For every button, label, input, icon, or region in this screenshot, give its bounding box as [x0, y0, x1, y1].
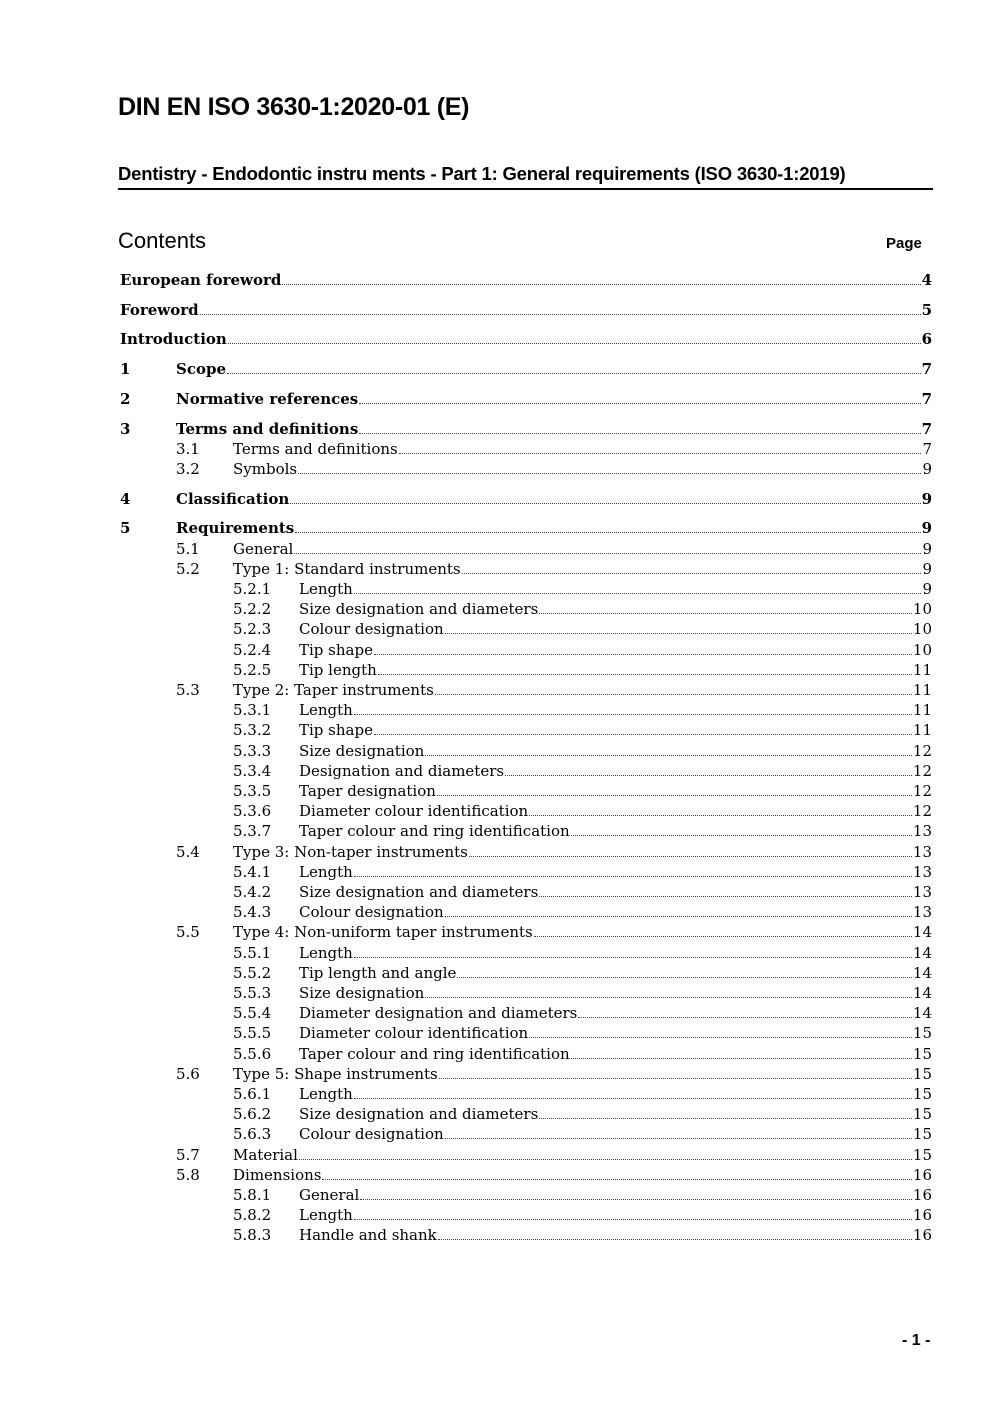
toc-entry-page: 10 [912, 620, 932, 639]
toc-entry-title: Size designation and diameters [299, 1105, 539, 1124]
toc-entry-page: 13 [912, 882, 932, 901]
toc-entry-page: 11 [912, 721, 932, 740]
toc-entry[interactable] [0, 439, 932, 459]
dot-leader [354, 1085, 912, 1099]
toc-entry-number: 5.2.4 [233, 640, 272, 659]
toc-entry[interactable] [0, 1145, 932, 1165]
toc-entry-title: Taper colour and ring identification [299, 822, 570, 841]
toc-entry[interactable] [0, 781, 932, 801]
dot-leader [294, 540, 921, 554]
toc-entry-page: 9 [921, 519, 932, 538]
toc-entry[interactable] [0, 579, 932, 599]
toc-entry-page: 6 [921, 330, 932, 349]
toc-entry-page: 10 [912, 600, 932, 619]
toc-entry-title: Tip length [299, 660, 377, 679]
toc-entry-number: 5.5.2 [233, 963, 272, 982]
toc-entry-title: Tip shape [299, 640, 373, 659]
dot-leader [359, 420, 920, 434]
dot-leader [354, 863, 912, 877]
dot-leader [534, 923, 912, 937]
toc-entry-number: 5.2.5 [233, 660, 272, 679]
dot-leader [571, 822, 912, 836]
dot-leader [299, 1146, 912, 1160]
toc-entry-page: 15 [912, 1024, 932, 1043]
toc-entry-title: Length [299, 1206, 353, 1225]
dot-leader [445, 1125, 912, 1139]
toc-entry-page: 15 [912, 1044, 932, 1063]
toc-entry-title: Size designation and diameters [299, 600, 539, 619]
toc-entry-page: 15 [912, 1105, 932, 1124]
page-column-label: Page [886, 235, 922, 252]
toc-entry-page: 15 [912, 1084, 932, 1103]
toc-entry-title: European foreword [120, 271, 282, 289]
toc-entry-title: Size designation [299, 741, 425, 760]
toc-entry-number: 5.4.1 [233, 862, 272, 881]
toc-entry-page: 13 [912, 862, 932, 881]
toc-entry[interactable] [0, 1165, 932, 1185]
toc-entry-page: 10 [912, 640, 932, 659]
dot-leader [457, 964, 911, 978]
toc-entry-number: 5.3.5 [233, 781, 272, 800]
toc-entry-number: 5.5.5 [233, 1024, 272, 1043]
toc-entry-title: Requirements [176, 519, 295, 538]
dot-leader [571, 1045, 912, 1059]
toc-entry-title: Length [299, 579, 353, 598]
dot-leader [228, 330, 921, 344]
dot-leader [354, 701, 912, 715]
toc-entry[interactable] [0, 518, 932, 538]
toc-entry-number: 5.2.1 [233, 579, 272, 598]
toc-entry-title: Terms and definitions [233, 439, 398, 458]
toc-entry-number: 5.4.2 [233, 882, 272, 901]
toc-entry-page: 13 [912, 822, 932, 841]
toc-entry-page: 4 [921, 271, 932, 289]
toc-entry[interactable] [0, 539, 932, 559]
toc-entry-title: Taper designation [299, 781, 436, 800]
toc-entry-page: 5 [921, 300, 932, 319]
toc-entry-number: 5.3 [176, 680, 200, 699]
toc-entry-title: General [233, 539, 294, 558]
toc-entry-number: 5.4.3 [233, 903, 272, 922]
toc-entry-number: 5.5.1 [233, 943, 272, 962]
toc-entry-title: Type 3: Non-taper instruments [233, 842, 468, 861]
toc-entry[interactable] [0, 1225, 932, 1245]
toc-entry-number: 1 [120, 360, 131, 379]
toc-entry-page: 14 [912, 943, 932, 962]
toc-entry-title: Colour designation [299, 903, 444, 922]
dot-leader [425, 984, 912, 998]
dot-leader [539, 1105, 912, 1119]
dot-leader [359, 390, 920, 404]
dot-leader [227, 360, 921, 374]
dot-leader [437, 782, 912, 796]
toc-entry[interactable] [0, 882, 932, 902]
toc-entry[interactable] [0, 943, 932, 963]
toc-entry-number: 5.4 [176, 842, 200, 861]
toc-entry-title: Length [299, 862, 353, 881]
toc-entry-page: 13 [912, 903, 932, 922]
toc-entry[interactable] [0, 1084, 932, 1104]
toc-entry-number: 4 [120, 489, 131, 508]
dot-leader [539, 883, 912, 897]
dot-leader [445, 903, 912, 917]
toc-entry-number: 5.5.3 [233, 983, 272, 1002]
toc-entry-page: 9 [921, 489, 932, 508]
toc-entry-number: 5.8.1 [233, 1185, 272, 1204]
toc-entry-number: 5.8.2 [233, 1206, 272, 1225]
dot-leader [435, 681, 912, 695]
toc-entry[interactable] [0, 1023, 932, 1043]
toc-entry-number: 5.7 [176, 1145, 200, 1164]
toc-entry-title: Material [233, 1145, 298, 1164]
dot-leader [399, 440, 922, 454]
toc-entry-number: 5.6 [176, 1064, 200, 1083]
toc-entry-number: 5.5.6 [233, 1044, 272, 1063]
toc-entry-title: Classification [176, 489, 290, 508]
dot-leader [505, 762, 912, 776]
dot-leader [539, 600, 912, 614]
dot-leader [360, 1186, 912, 1200]
page-number: - 1 - [902, 1332, 931, 1349]
toc-entry-number: 5.2.2 [233, 600, 272, 619]
toc-entry-number: 5.3.7 [233, 822, 272, 841]
toc-entry-page: 13 [912, 842, 932, 861]
toc-entry[interactable] [0, 720, 932, 740]
toc-entry[interactable] [0, 559, 932, 579]
toc-entry-number: 3.1 [176, 439, 200, 458]
toc-entry-page: 14 [912, 1004, 932, 1023]
toc-entry-title: Length [299, 701, 353, 720]
toc-entry[interactable] [0, 489, 932, 509]
toc-entry-title: Diameter colour identification [299, 1024, 529, 1043]
toc-entry-title: Size designation [299, 983, 425, 1002]
toc-entry-title: Scope [176, 360, 227, 379]
toc-entry-page: 16 [912, 1226, 932, 1245]
dot-leader [374, 641, 912, 655]
dot-leader [354, 944, 912, 958]
dot-leader [445, 620, 912, 634]
toc-entry[interactable] [0, 1185, 932, 1205]
toc-entry-title: Normative references [176, 389, 359, 408]
toc-entry[interactable] [0, 419, 932, 439]
dot-leader [200, 301, 921, 315]
toc-entry[interactable] [0, 801, 932, 821]
toc-entry-title: Type 5: Shape instruments [233, 1064, 438, 1083]
dot-leader [578, 1004, 912, 1018]
toc-entry-number: 2 [120, 389, 131, 408]
dot-leader [298, 460, 921, 474]
toc-entry-number: 5.3.2 [233, 721, 272, 740]
dot-leader [354, 580, 922, 594]
toc-entry[interactable] [0, 821, 932, 841]
toc-entry-title: Tip length and angle [299, 963, 457, 982]
toc-entry-number: 5.8.3 [233, 1226, 272, 1245]
toc-entry[interactable] [0, 902, 932, 922]
dot-leader [462, 560, 922, 574]
toc-entry-title: Type 4: Non-uniform taper instruments [233, 923, 533, 942]
toc-entry[interactable] [0, 680, 932, 700]
toc-entry[interactable] [0, 1003, 932, 1023]
dot-leader [374, 721, 912, 735]
toc-entry-page: 9 [922, 559, 932, 578]
toc-entry-number: 5.8 [176, 1165, 200, 1184]
toc-entry[interactable] [0, 640, 932, 660]
toc-entry[interactable] [0, 1104, 932, 1124]
dot-leader [282, 271, 920, 285]
toc-entry[interactable] [0, 389, 932, 409]
toc-entry-page: 12 [912, 761, 932, 780]
toc-entry[interactable] [0, 329, 932, 349]
toc-entry-page: 12 [912, 802, 932, 821]
toc-entry[interactable] [0, 599, 932, 619]
toc-entry-title: Length [299, 1084, 353, 1103]
toc-entry[interactable] [0, 741, 932, 761]
toc-entry-page: 14 [912, 963, 932, 982]
dot-leader [529, 1024, 912, 1038]
toc-entry-number: 3 [120, 419, 131, 438]
dot-leader [322, 1166, 911, 1180]
toc-entry-number: 5.6.1 [233, 1084, 272, 1103]
dot-leader [354, 1206, 912, 1220]
toc-entry-title: Diameter colour identification [299, 802, 529, 821]
toc-entry-title: Symbols [233, 459, 298, 478]
dot-leader [438, 1226, 912, 1240]
toc-entry-page: 7 [921, 360, 932, 379]
toc-entry[interactable] [0, 963, 932, 983]
toc-entry[interactable] [0, 700, 932, 720]
toc-entry-page: 9 [922, 459, 932, 478]
document-subtitle: Dentistry - Endodontic instru ments - Part 1: General requirements (ISO 3630-1:2019) [118, 163, 933, 190]
toc-entry-page: 11 [912, 701, 932, 720]
toc-entry-page: 16 [912, 1206, 932, 1225]
toc-entry[interactable] [0, 761, 932, 781]
toc-entry-number: 5.2 [176, 559, 200, 578]
toc-entry-page: 14 [912, 983, 932, 1002]
toc-entry[interactable] [0, 983, 932, 1003]
dot-leader [425, 742, 912, 756]
toc-entry-number: 5.3.1 [233, 701, 272, 720]
toc-entry[interactable] [0, 922, 932, 942]
toc-entry-page: 15 [912, 1125, 932, 1144]
dot-leader [439, 1065, 912, 1079]
toc-entry[interactable] [0, 359, 932, 379]
toc-entry-number: 5.5 [176, 923, 200, 942]
toc-entry-title: Handle and shank [299, 1226, 437, 1245]
toc-entry-title: Taper colour and ring identification [299, 1044, 570, 1063]
toc-entry-number: 3.2 [176, 459, 200, 478]
toc-entry-page: 11 [912, 660, 932, 679]
toc-entry[interactable] [0, 1124, 932, 1144]
toc-entry-title: Type 1: Standard instruments [233, 559, 461, 578]
dot-leader [529, 802, 912, 816]
toc-entry-page: 15 [912, 1064, 932, 1083]
toc-entry[interactable] [0, 1205, 932, 1225]
toc-entry-page: 9 [922, 579, 932, 598]
toc-entry[interactable] [0, 619, 932, 639]
toc-entry-title: Tip shape [299, 721, 373, 740]
toc-entry[interactable] [0, 842, 932, 862]
toc-entry-number: 5.3.6 [233, 802, 272, 821]
toc-entry[interactable] [0, 1044, 932, 1064]
toc-entry-number: 5.2.3 [233, 620, 272, 639]
dot-leader [295, 519, 920, 533]
toc-entry[interactable] [0, 862, 932, 882]
toc-entry-page: 9 [922, 539, 932, 558]
toc-entry-number: 5.1 [176, 539, 200, 558]
toc-entry-title: Type 2: Taper instruments [233, 680, 434, 699]
toc-entry[interactable] [0, 300, 932, 320]
toc-entry-page: 11 [912, 680, 932, 699]
contents-heading: Contents [118, 228, 207, 253]
toc-entry-page: 7 [921, 419, 932, 438]
toc-entry-number: 5.6.3 [233, 1125, 272, 1144]
toc-entry-number: 5.6.2 [233, 1105, 272, 1124]
toc-entry-number: 5 [120, 519, 131, 538]
toc-entry-page: 12 [912, 741, 932, 760]
dot-leader [469, 843, 912, 857]
toc-entry-title: Designation and diameters [299, 761, 505, 780]
toc-entry[interactable] [0, 1064, 932, 1084]
toc-entry-page: 16 [912, 1165, 932, 1184]
toc-entry-title: Colour designation [299, 1125, 444, 1144]
toc-entry-title: Diameter designation and diameters [299, 1004, 578, 1023]
toc-entry-page: 12 [912, 781, 932, 800]
toc-entry-number: 5.3.4 [233, 761, 272, 780]
toc-entry[interactable] [0, 270, 932, 290]
toc-entry-number: 5.3.3 [233, 741, 272, 760]
toc-entry-number: 5.5.4 [233, 1004, 272, 1023]
toc-entry-title: Foreword [120, 300, 199, 319]
toc-entry-title: Terms and definitions [176, 419, 359, 438]
toc-entry-title: Introduction [120, 330, 227, 349]
toc-entry-title: Size designation and diameters [299, 882, 539, 901]
toc-entry[interactable] [0, 459, 932, 479]
toc-entry-page: 7 [921, 389, 932, 408]
toc-entry-page: 14 [912, 923, 932, 942]
document-title: DIN EN ISO 3630-1:2020-01 (E) [118, 93, 470, 121]
toc-entry[interactable] [0, 660, 932, 680]
toc-entry-title: Colour designation [299, 620, 444, 639]
dot-leader [290, 490, 920, 504]
toc-entry-page: 16 [912, 1185, 932, 1204]
toc-entry-page: 15 [912, 1145, 932, 1164]
toc-entry-title: General [299, 1185, 360, 1204]
toc-entry-page: 7 [922, 439, 932, 458]
toc-entry-title: Length [299, 943, 353, 962]
dot-leader [378, 661, 912, 675]
toc-entry-title: Dimensions [233, 1165, 322, 1184]
